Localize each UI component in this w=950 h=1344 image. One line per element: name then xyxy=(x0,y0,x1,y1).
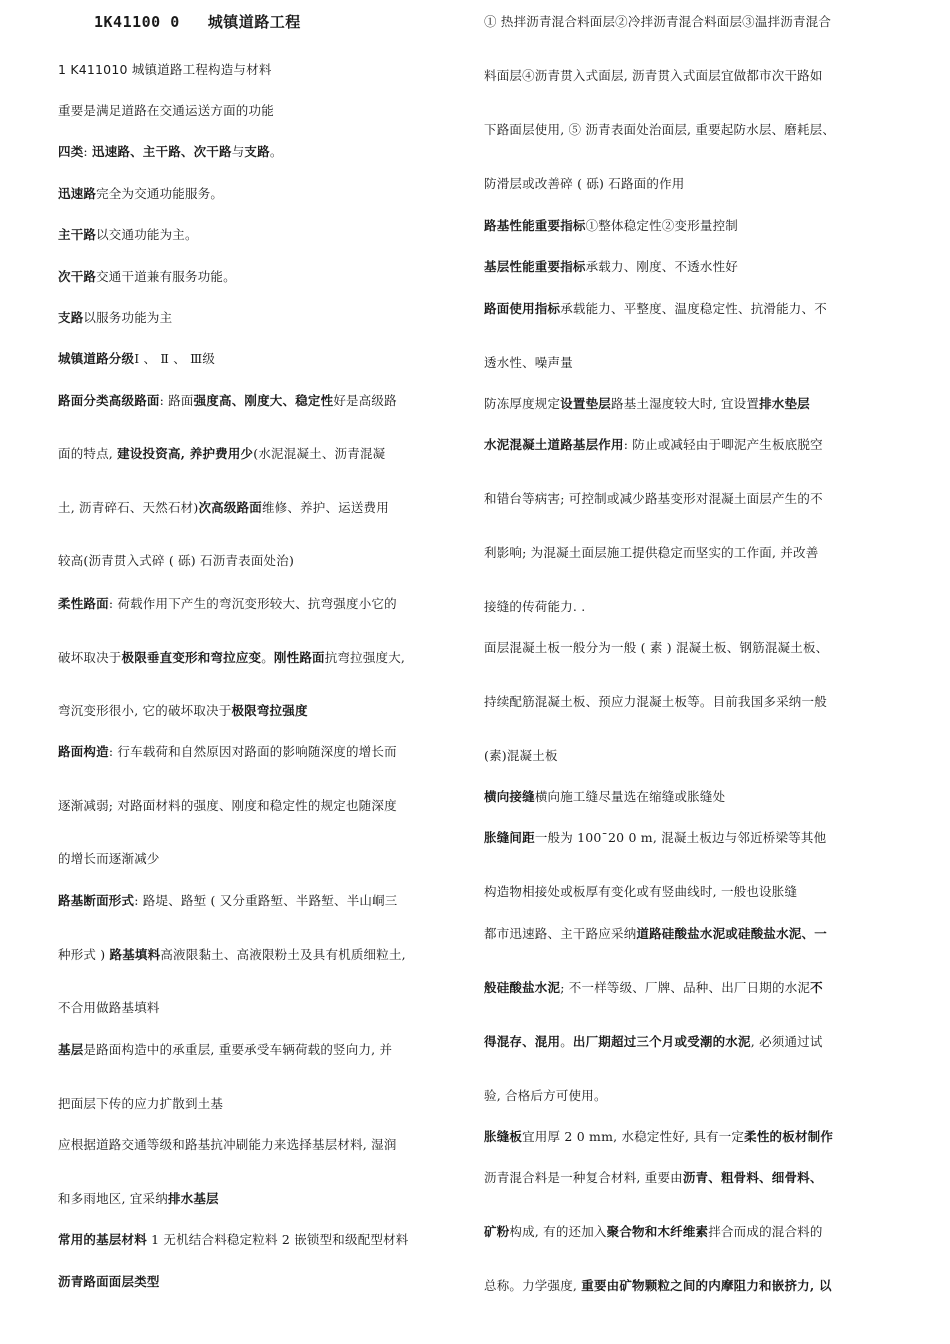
text-run: 面层混凝土板一般分为一般 ( 素 ) 混凝土板、钢筋混凝土板、 xyxy=(484,640,829,655)
text-line xyxy=(58,310,172,326)
text-line xyxy=(58,144,283,160)
bold-term: 胀缝间距 xyxy=(484,830,535,845)
text-line xyxy=(58,744,397,760)
text-line xyxy=(484,1224,823,1240)
text-line xyxy=(58,500,389,516)
bold-term: 基层性能重要指标 xyxy=(484,259,586,274)
text-line xyxy=(484,926,827,942)
bold-term: 柔性路面 xyxy=(58,596,109,611)
bold-term: 重要由矿物颗粒之间的内摩阻力和嵌挤力, 以 xyxy=(581,1278,832,1293)
text-run: 面的特点, xyxy=(58,446,118,461)
text-run: 构造物相接处或板厚有变化或有竖曲线时, 一般也设胀缝 xyxy=(484,884,798,899)
bold-term: 路基填料 xyxy=(109,947,161,962)
text-line xyxy=(58,703,308,719)
text-line xyxy=(58,14,301,30)
text-run: 把面层下传的应力扩散到土基 xyxy=(58,1096,224,1111)
text-run: 完全为交通功能服务。 xyxy=(96,186,224,201)
text-line xyxy=(484,789,725,805)
text-line xyxy=(484,980,823,996)
text-run: 和多雨地区, 宜采纳 xyxy=(58,1191,168,1206)
text-run: : 路面 xyxy=(159,393,194,408)
text-run: 防滑层或改善碎 ( 砾) 石路面的作用 xyxy=(484,176,685,191)
text-run: 1 K411010 城镇道路工程构造与材料 xyxy=(58,62,272,77)
text-run: , 必须通过试 xyxy=(750,1034,823,1049)
text-line xyxy=(58,227,198,243)
text-run: 维修、养护、运送费用 xyxy=(261,500,389,515)
text-line xyxy=(484,640,828,656)
text-line xyxy=(58,446,385,462)
text-line xyxy=(58,186,223,202)
text-run: 是路面构造中的承重层, 重要承受车辆荷载的竖向力, 并 xyxy=(83,1042,393,1057)
text-run: 总称。力学强度, xyxy=(484,1278,582,1293)
text-line xyxy=(58,1000,160,1016)
bold-term: 建设投资高, 养护费用少 xyxy=(117,446,254,461)
text-line xyxy=(58,947,406,963)
text-run: : 行车载荷和自然原因对路面的影响随深度的增长而 xyxy=(108,744,397,759)
text-run: 路基土湿度较大时, 宜设置 xyxy=(611,396,760,411)
text-run: 好是高级路 xyxy=(333,393,397,408)
text-run: 。 xyxy=(261,650,274,665)
text-run: 沥青混合料是一种复合材料, 重要由 xyxy=(484,1170,683,1185)
bold-term: 得混存、混用 xyxy=(484,1034,561,1049)
text-run: 种形式 ) xyxy=(58,947,110,962)
text-line xyxy=(484,1278,832,1294)
text-run: 料面层④沥青贯入式面层, 沥青贯入式面层宜做都市次干路如 xyxy=(484,68,823,83)
text-line xyxy=(484,884,797,900)
text-line xyxy=(484,1034,823,1050)
bold-term: 路基断面形式 xyxy=(58,893,135,908)
text-run: 不合用做路基填料 xyxy=(58,1000,160,1015)
bold-term: 出厂期超过三个月或受潮的水泥 xyxy=(572,1034,751,1049)
bold-term: 主干路 xyxy=(58,227,97,242)
text-line xyxy=(484,176,684,192)
bold-term: 路基性能重要指标 xyxy=(484,218,586,233)
text-line xyxy=(484,437,823,453)
text-run: 破坏取决于 xyxy=(58,650,122,665)
bold-term: 常用的基层材料 xyxy=(58,1232,147,1247)
text-run: 交通干道兼有服务功能。 xyxy=(96,269,236,284)
text-run: 一般为 100¯20 0 m, 混凝土板边与邻近桥梁等其他 xyxy=(534,830,827,845)
text-line xyxy=(58,851,160,867)
text-run: 逐渐减弱; 对路面材料的强度、刚度和稳定性的规定也随深度 xyxy=(58,798,397,813)
bold-term: 路面构造 xyxy=(58,744,109,759)
text-run: 1K41100 0 xyxy=(94,13,180,31)
text-line xyxy=(484,259,738,275)
text-run: 持续配筋混凝土板、预应力混凝土板等。目前我国多采纳一般 xyxy=(484,694,827,709)
bold-term: 次高级路面 xyxy=(198,500,262,515)
bold-term: 基层 xyxy=(58,1042,84,1057)
bold-term: 支路 xyxy=(58,310,84,325)
bold-term: 强度高、刚度大、稳定性 xyxy=(193,393,334,408)
text-line xyxy=(484,355,573,371)
text-run: 高液限黏土、高液限粉土及具有机质细粒土, xyxy=(160,947,406,962)
bold-term: 排水垫层 xyxy=(759,396,810,411)
bold-term: 横向接缝 xyxy=(484,789,535,804)
text-line xyxy=(484,122,835,138)
text-run: : 路堤、路堑 ( 又分重路堑、半路堑、半山峒三 xyxy=(134,893,398,908)
text-line xyxy=(484,1129,833,1145)
text-run: 1 无机结合料稳定粒料 2 嵌锁型和级配型材料 xyxy=(146,1232,409,1247)
bold-term: 聚合物和木纤维素 xyxy=(606,1224,709,1239)
text-line xyxy=(484,218,738,234)
text-line xyxy=(484,1088,607,1104)
bold-term: 沥青、粗骨料、细骨料、 xyxy=(682,1170,823,1185)
text-run: 土, 沥青碎石、天然石材) xyxy=(58,500,199,515)
text-run: 应根据道路交通等级和路基抗冲刷能力来选择基层材料, 湿润 xyxy=(58,1137,397,1152)
text-line xyxy=(58,1232,409,1248)
bold-term: 设置垫层 xyxy=(560,396,612,411)
bold-term: 水泥混凝土道路基层作用 xyxy=(484,437,624,452)
text-run: ① 热拌沥青混合料面层②冷拌沥青混合料面层③温拌沥青混合 xyxy=(484,14,832,29)
bold-term: 迅速路 xyxy=(58,186,97,201)
text-line xyxy=(484,301,827,317)
text-line xyxy=(484,396,810,412)
text-run: 都市迅速路、主干路应采纳 xyxy=(484,926,637,941)
text-run: 拌合而成的混合料的 xyxy=(708,1224,823,1239)
text-line xyxy=(58,351,215,367)
text-run: 下路面层使用, ⑤ 沥青表面处治面层, 重要起防水层、磨耗层、 xyxy=(484,122,836,137)
text-run: 以服务功能为主 xyxy=(83,310,173,325)
text-run: 的增长而逐渐减少 xyxy=(58,851,160,866)
text-line xyxy=(58,596,397,612)
text-run: : 防止或减轻由于唧泥产生板底脱空 xyxy=(623,437,823,452)
bold-term: 柔性的板材制作 xyxy=(744,1129,834,1144)
text-run: 构成, 有的还加入 xyxy=(509,1224,607,1239)
text-line xyxy=(58,62,272,78)
text-line xyxy=(58,798,397,814)
text-line xyxy=(58,269,236,285)
text-line xyxy=(58,1191,219,1207)
bold-term: 般硅酸盐水泥 xyxy=(484,980,561,995)
text-line xyxy=(484,830,826,846)
text-line xyxy=(484,694,827,710)
text-line xyxy=(58,1274,160,1290)
bold-term: 胀缝板 xyxy=(484,1129,523,1144)
text-line xyxy=(58,1042,392,1058)
text-run: 较高(沥青贯入式碎 ( 砾) 石沥青表面处治) xyxy=(58,553,295,568)
bold-term: 城镇道路工程 xyxy=(207,13,301,31)
text-run: 透水性、噪声量 xyxy=(484,355,573,370)
bold-term: 矿粉 xyxy=(484,1224,510,1239)
text-line xyxy=(484,491,823,507)
text-line xyxy=(58,103,274,119)
text-line xyxy=(58,393,397,409)
text-run: (素)混凝土板 xyxy=(484,748,558,763)
text-line xyxy=(484,68,823,84)
bold-term: 排水基层 xyxy=(167,1191,219,1206)
text-run: 弯沉变形很小, 它的破坏取决于 xyxy=(58,703,232,718)
text-run: 横向施工缝尽量选在缩缝或胀缝处 xyxy=(534,789,726,804)
text-line xyxy=(484,545,818,561)
text-run: (水泥混凝土、沥青混凝 xyxy=(253,446,386,461)
text-line xyxy=(484,1170,823,1186)
bold-term: 四类 xyxy=(58,144,84,159)
text-line xyxy=(58,553,294,569)
text-run: 。 xyxy=(560,1034,573,1049)
bold-term: 路面分类高级路面 xyxy=(58,393,160,408)
text-run: ①整体稳定性②变形量控制 xyxy=(585,218,739,233)
text-line xyxy=(58,1096,223,1112)
bold-term: 道路硅酸盐水泥或硅酸盐水泥、一 xyxy=(636,926,827,941)
text-line xyxy=(484,599,585,615)
text-run: 抗弯拉强度大, xyxy=(324,650,406,665)
text-run: 承载能力、平整度、温度稳定性、抗滑能力、不 xyxy=(560,301,827,316)
bold-term: 极限弯拉强度 xyxy=(231,703,308,718)
bold-term: 次干路 xyxy=(58,269,97,284)
text-run: : xyxy=(83,144,92,159)
text-line xyxy=(58,1137,397,1153)
text-run: : 荷载作用下产生的弯沉变形较大、抗弯强度小它的 xyxy=(108,596,397,611)
bold-term: 不 xyxy=(810,980,823,995)
bold-term: 极限垂直变形和弯拉应变 xyxy=(121,650,262,665)
text-run: 以交通功能为主。 xyxy=(96,227,198,242)
text-run: 和错台等病害; 可控制或减少路基变形对混凝土面层产生的不 xyxy=(484,491,823,506)
bold-term: 支路 xyxy=(244,144,270,159)
bold-term: 城镇道路分级 xyxy=(58,351,135,366)
text-line xyxy=(58,893,398,909)
text-run: 重要是满足道路在交通运送方面的功能 xyxy=(58,103,274,118)
bold-term: 沥青路面面层类型 xyxy=(58,1274,160,1289)
text-run: 承载力、刚度、不透水性好 xyxy=(585,259,739,274)
text-line xyxy=(484,14,831,30)
text-run: 验, 合格后方可使用。 xyxy=(484,1088,607,1103)
text-run: ; 不一样等级、厂牌、品种、出厂日期的水泥 xyxy=(560,980,811,995)
text-run: 利影响; 为混凝土面层施工提供稳定而坚实的工作面, 并改善 xyxy=(484,545,819,560)
text-run: 宜用厚 2 0 mm, 水稳定性好, 具有一定 xyxy=(522,1129,745,1144)
text-run: 防冻厚度规定 xyxy=(484,396,561,411)
text-run: 。 xyxy=(269,144,283,159)
bold-term: 迅速路、主干路、次干路 xyxy=(92,144,232,159)
text-line xyxy=(58,650,405,666)
text-run: 与 xyxy=(231,144,245,159)
text-line xyxy=(484,748,558,764)
bold-term: 路面使用指标 xyxy=(484,301,561,316)
text-run: 接缝的传荷能力. . xyxy=(484,599,586,614)
bold-term: 刚性路面 xyxy=(273,650,325,665)
text-run: Ⅰ 、 Ⅱ 、 Ⅲ级 xyxy=(134,351,216,366)
